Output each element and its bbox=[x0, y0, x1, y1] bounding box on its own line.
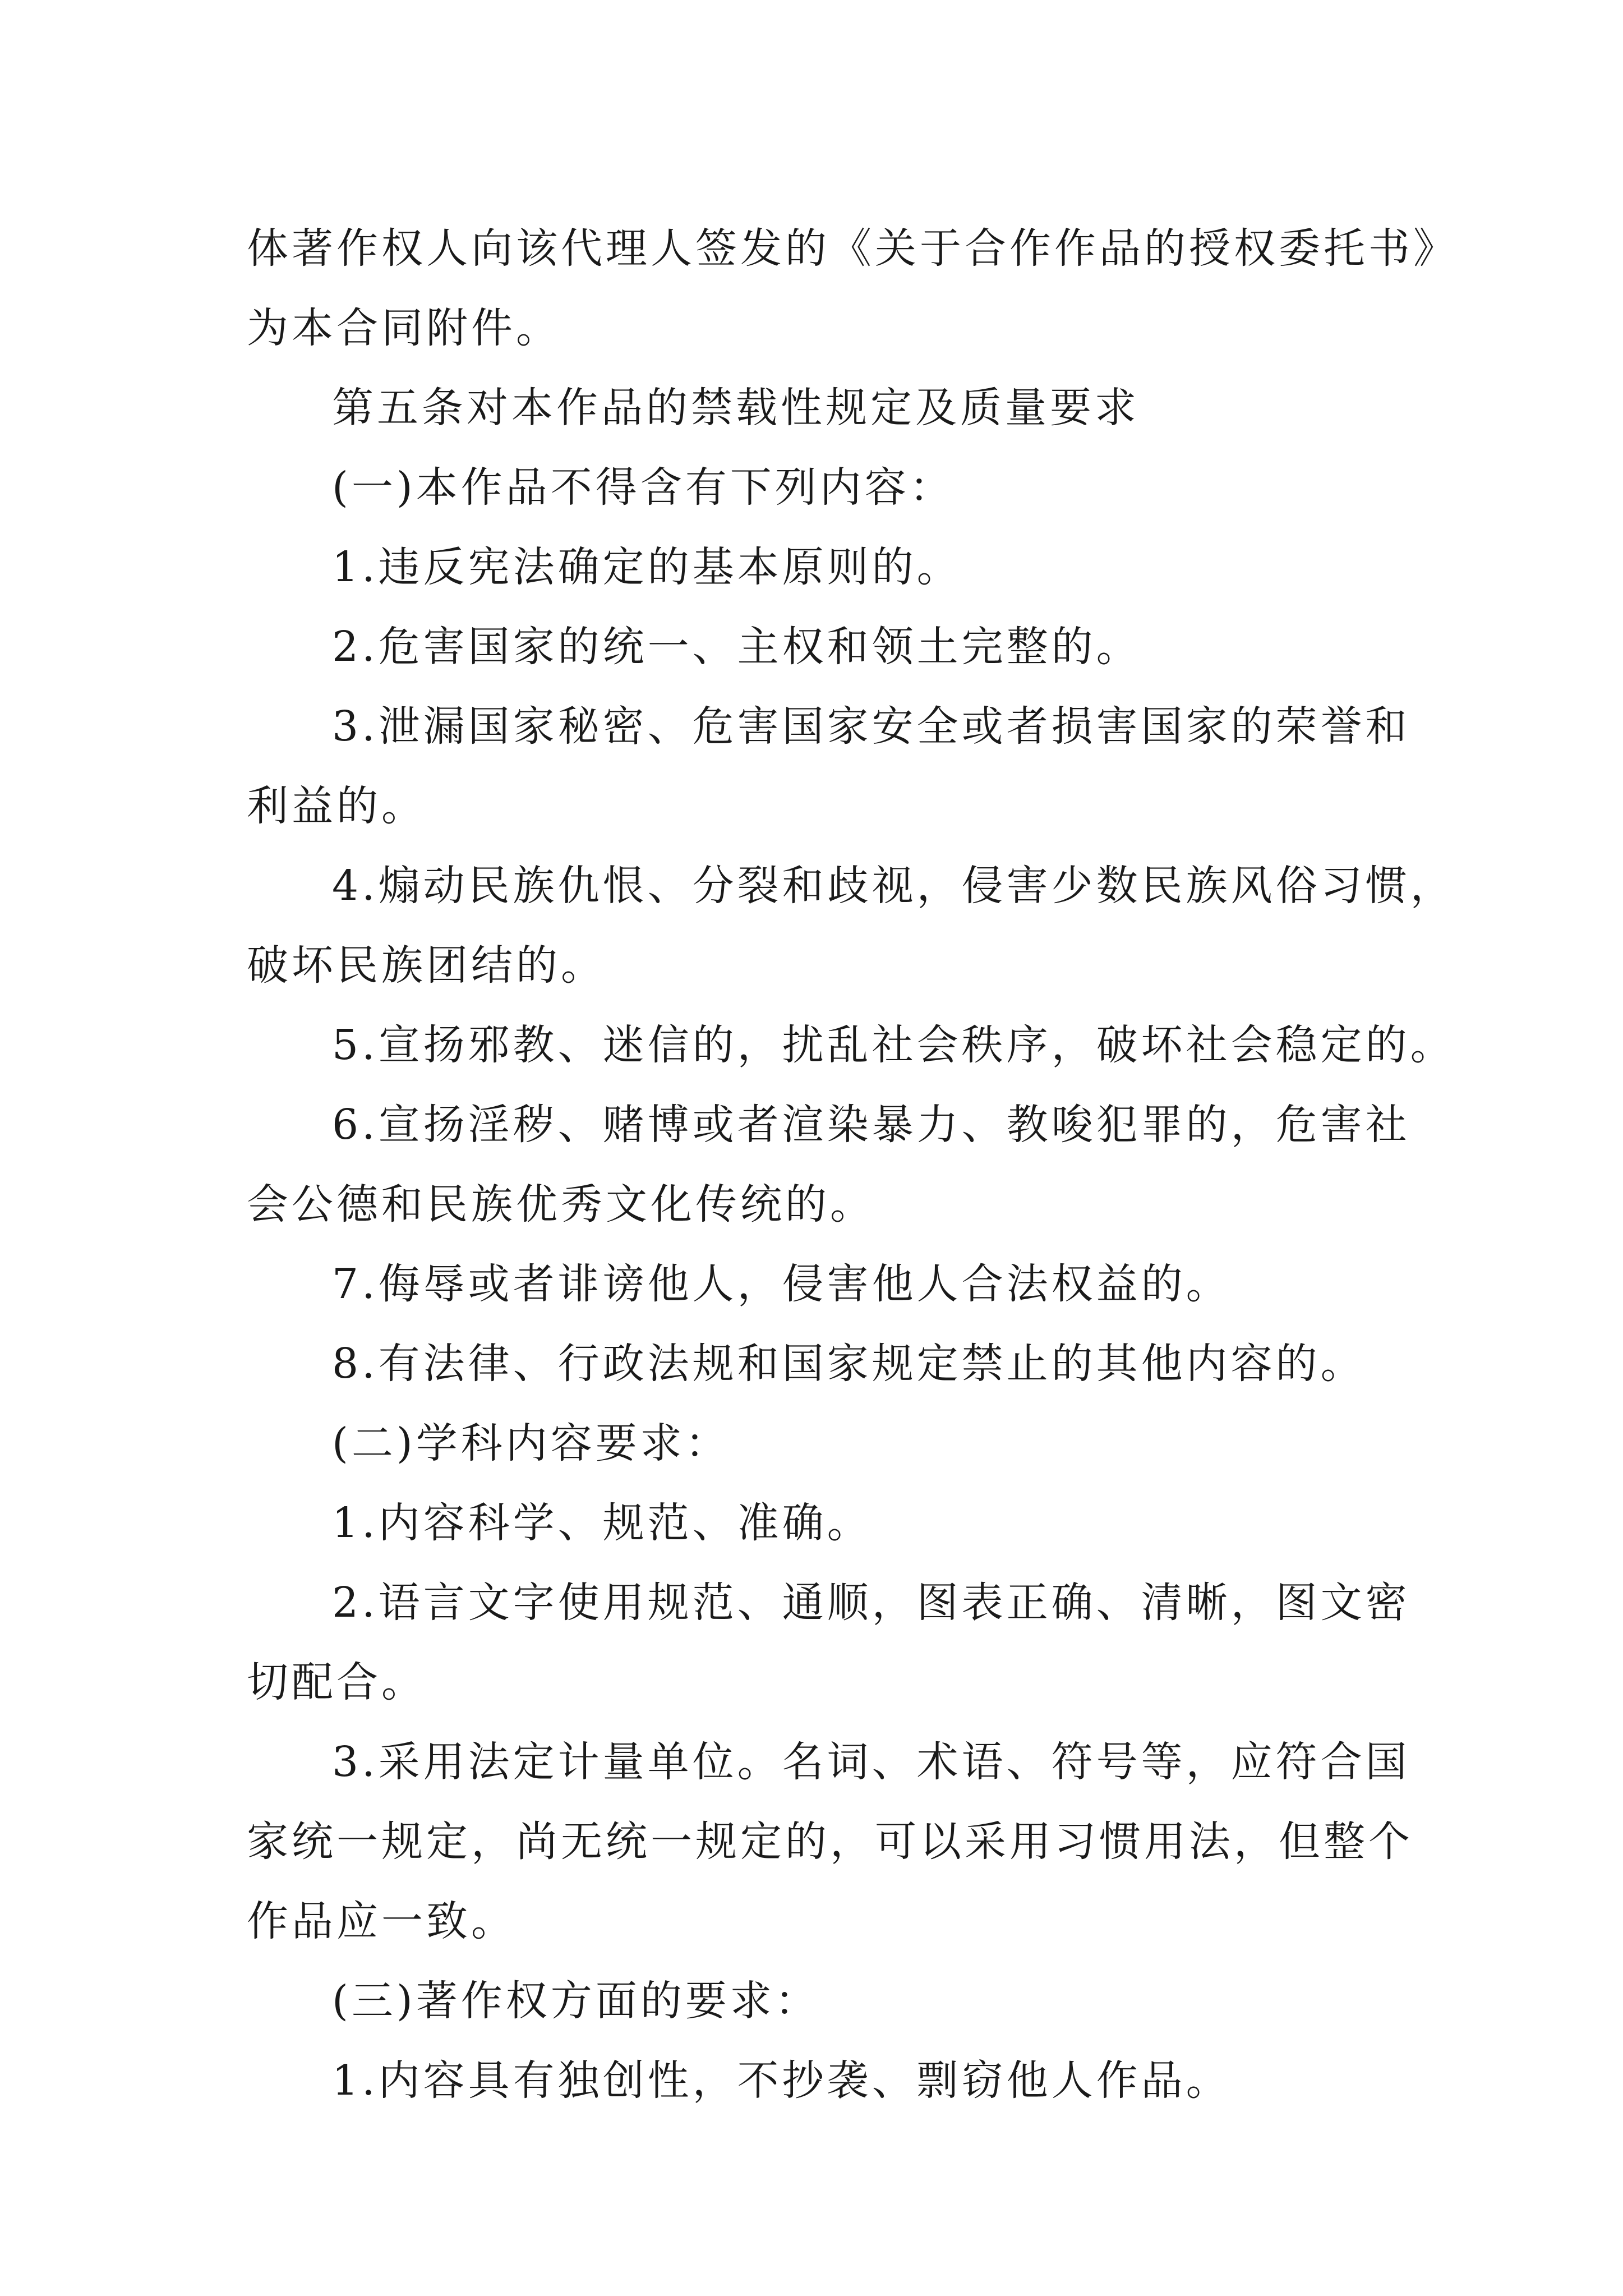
list-item-continuation: 会公德和民族优秀文化传统的。 bbox=[247, 1180, 875, 1228]
document-body bbox=[247, 209, 1458, 2120]
list-item: 1.内容科学、规范、准确。 bbox=[332, 1499, 872, 1547]
list-item-continuation: 作品应一致。 bbox=[247, 1897, 516, 1945]
list-item: 3.泄漏国家秘密、危害国家安全或者损害国家的荣誉和 bbox=[332, 702, 1410, 751]
section-heading: (三)著作权方面的要求： bbox=[332, 1977, 820, 2025]
list-item: 4.煽动民族仇恨、分裂和歧视，侵害少数民族风俗习惯， bbox=[332, 862, 1455, 910]
list-item-continuation: 破坏民族团结的。 bbox=[247, 941, 606, 990]
section-heading: (二)学科内容要求： bbox=[332, 1419, 730, 1467]
section-heading: (一)本作品不得含有下列内容： bbox=[332, 463, 955, 512]
list-item: 3.采用法定计量单位。名词、术语、符号等，应符合国 bbox=[332, 1738, 1410, 1786]
list-item: 7.侮辱或者诽谤他人，侵害他人合法权益的。 bbox=[332, 1260, 1231, 1308]
list-item-continuation: 家统一规定，尚无统一规定的，可以采用习惯用法，但整个 bbox=[247, 1818, 1413, 1866]
list-item: 2.语言文字使用规范、通顺，图表正确、清晰，图文密 bbox=[332, 1579, 1410, 1627]
list-item: 8.有法律、行政法规和国家规定禁止的其他内容的。 bbox=[332, 1340, 1366, 1388]
list-item: 5.宣扬邪教、迷信的，扰乱社会秩序，破坏社会稳定的。 bbox=[332, 1021, 1455, 1069]
list-item: 1.内容具有独创性，不抄袭、剽窃他人作品。 bbox=[332, 2056, 1231, 2105]
list-item: 6.宣扬淫秽、赌博或者渲染暴力、教唆犯罪的，危害社 bbox=[332, 1101, 1410, 1149]
list-item-continuation: 利益的。 bbox=[247, 782, 426, 830]
article-heading: 第五条对本作品的禁载性规定及质量要求 bbox=[332, 384, 1140, 432]
list-item: 2.危害国家的统一、主权和领土完整的。 bbox=[332, 623, 1141, 671]
text-line: 为本合同附件。 bbox=[247, 304, 561, 352]
list-item-continuation: 切配合。 bbox=[247, 1658, 426, 1706]
list-item: 1.违反宪法确定的基本原则的。 bbox=[332, 543, 962, 591]
text-line: 体著作权人向该代理人签发的《关于合作作品的授权委托书》 bbox=[247, 224, 1458, 273]
